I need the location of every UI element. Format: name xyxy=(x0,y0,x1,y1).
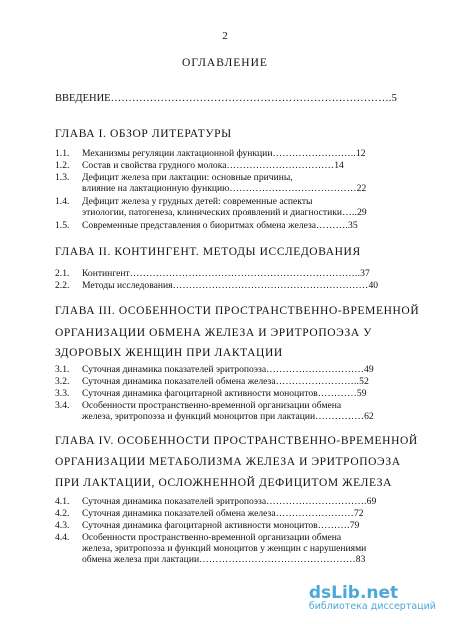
entry-text-cont: обмена железа при лактации xyxy=(82,554,200,565)
page-ref: 62 xyxy=(364,411,374,422)
entry-text-cont: железа, эритропоэза и функций моноцитов при лактации xyxy=(82,411,316,422)
toc-entry-4-4 xyxy=(55,532,366,565)
toc-entry-3-4 xyxy=(55,400,374,422)
toc-entry-4-2 xyxy=(55,508,364,519)
entry-number: 1.2. xyxy=(55,160,70,171)
dot-leader: ………………………………………… xyxy=(199,554,356,565)
chapter-3-title-line-3: ЗДОРОВЫХ ЖЕНЩИН ПРИ ЛАКТАЦИИ xyxy=(55,347,283,359)
toc-entry-1-5 xyxy=(55,220,358,231)
chapter-1-title: ГЛАВА I. ОБЗОР ЛИТЕРАТУРЫ xyxy=(55,128,232,140)
chapter-2-title: ГЛАВА II. КОНТИНГЕНТ. МЕТОДЫ ИССЛЕДОВАНИЯ xyxy=(55,246,361,258)
page-ref: 83 xyxy=(355,554,366,565)
page-ref: 29 xyxy=(357,207,367,218)
dot-leader: …………………….. xyxy=(272,148,356,159)
entry-text-cont: этиологии, патогенеза, клинических проявлений и диагностики xyxy=(82,207,343,218)
dot-leader: …………………… xyxy=(275,508,354,519)
page-ref: 12 xyxy=(356,148,366,159)
toc-entry-3-1 xyxy=(55,364,374,375)
toc-entry-1-1 xyxy=(55,148,366,159)
page-ref: 69 xyxy=(366,496,377,507)
dot-leader: ………………………… xyxy=(266,364,365,375)
entry-number: 3.3. xyxy=(55,388,70,399)
entry-number: 3.2. xyxy=(55,376,70,387)
page-ref: 79 xyxy=(349,520,360,531)
toc-entry-1-2 xyxy=(55,160,344,171)
entry-number: 3.4. xyxy=(55,400,70,411)
toc-entry-intro xyxy=(55,93,397,104)
page-number: 2 xyxy=(222,30,228,42)
entry-text: Суточная динамика показателей обмена железа xyxy=(82,508,276,519)
intro-label: ВВЕДЕНИЕ xyxy=(55,93,111,104)
entry-number: 1.5. xyxy=(55,220,70,231)
chapter-4-title-line-3: ПРИ ЛАКТАЦИИ, ОСЛОЖНЕННОЙ ДЕФИЦИТОМ ЖЕЛЕЗА xyxy=(55,477,393,489)
toc-entry-2-1 xyxy=(55,268,370,279)
chapter-4-title-line-2: ОРГАНИЗАЦИИ МЕТАБОЛИЗМА ЖЕЛЕЗА И ЭРИТРОПОЭЗА xyxy=(55,456,401,468)
dot-leader: ………………………………… xyxy=(229,183,357,194)
entry-text: Методы исследования xyxy=(82,280,173,291)
dot-leader: ………. xyxy=(316,220,349,231)
entry-text-cont: влияние на лактационную функцию xyxy=(82,183,230,194)
entry-number: 1.4. xyxy=(55,196,70,207)
chapter-4-title-line-1: ГЛАВА IV. ОСОБЕННОСТИ ПРОСТРАНСТВЕННО-ВРЕМЕННОЙ xyxy=(55,435,418,447)
dot-leader: ……………………………………………………………………. xyxy=(110,93,392,104)
dot-leader: …………………………………………………… xyxy=(172,280,369,291)
entry-number: 2.2. xyxy=(55,280,70,291)
page-ref: 49 xyxy=(364,364,374,375)
entry-number: 1.3. xyxy=(55,172,70,183)
toc-entry-4-1 xyxy=(55,496,376,507)
page-ref: 72 xyxy=(353,508,364,519)
watermark-brand: dsLib.net xyxy=(308,583,399,603)
page-ref: 40 xyxy=(368,280,379,291)
page-ref: 5 xyxy=(391,93,397,104)
entry-text: Контингент xyxy=(82,268,130,279)
entry-text: Особенности пространственно-временной организации обмена xyxy=(82,400,342,411)
entry-number: 4.1. xyxy=(55,496,70,507)
page-ref: 52 xyxy=(359,376,369,387)
toc-entry-1-3 xyxy=(55,172,366,194)
dot-leader: ………. xyxy=(317,520,350,531)
toc-entry-1-4 xyxy=(55,196,367,218)
entry-text: Суточная динамика фагоцитарной активности моноцитов xyxy=(82,520,318,531)
page-ref: 35 xyxy=(348,220,358,231)
dot-leader: …………………………………………………………….. xyxy=(129,268,361,279)
page-ref: 14 xyxy=(334,160,344,171)
toc-title: ОГЛАВЛЕНИЕ xyxy=(182,57,268,69)
watermark-logo[interactable] xyxy=(309,583,436,612)
page-ref: 59 xyxy=(356,388,367,399)
entry-text-cont: железа, эритропоэза и функций моноцитов у женщин с нарушениями xyxy=(82,543,367,554)
dot-leader: …………………….. xyxy=(275,376,360,387)
entry-number: 2.1. xyxy=(55,268,70,279)
entry-number: 4.4. xyxy=(55,532,70,543)
toc-entry-3-3 xyxy=(55,388,367,399)
chapter-3-title-line-2: ОРГАНИЗАЦИИ ОБМЕНА ЖЕЛЕЗА И ЭРИТРОПОЭЗА У xyxy=(55,327,372,339)
dot-leader: …………………………. xyxy=(266,496,367,507)
dot-leader: ….. xyxy=(342,207,358,218)
toc-entry-3-2 xyxy=(55,376,369,387)
dot-leader: …………………………… xyxy=(226,160,335,171)
entry-number: 1.1. xyxy=(55,148,70,159)
entry-text: Современные представления о биоритмах обмена железа xyxy=(82,220,317,231)
entry-text: Суточная динамика фагоцитарной активности моноцитов xyxy=(82,388,318,399)
entry-text: Особенности пространственно-временной организации обмена xyxy=(82,532,342,543)
watermark-tagline: библиотека диссертаций xyxy=(308,601,436,612)
toc-entry-4-3 xyxy=(55,520,359,531)
entry-text: Суточная динамика показателей эритропоэза xyxy=(82,496,267,507)
dot-leader: ………… xyxy=(317,388,357,399)
page-ref: 22 xyxy=(356,183,367,194)
page-ref: 37 xyxy=(360,268,370,279)
entry-text: Дефицит железа у грудных детей: современные аспекты xyxy=(82,196,313,207)
dot-leader: …………… xyxy=(315,411,365,422)
entry-number: 4.3. xyxy=(55,520,70,531)
entry-text: Механизмы регуляции лактационной функции xyxy=(82,148,273,159)
entry-text: Суточная динамика показателей эритропоэза xyxy=(82,364,267,375)
chapter-3-title-line-1: ГЛАВА III. ОСОБЕННОСТИ ПРОСТРАНСТВЕННО-ВРЕМЕННОЙ xyxy=(55,305,420,317)
entry-number: 3.1. xyxy=(55,364,70,375)
entry-text: Суточная динамика показателей обмена железа xyxy=(82,376,276,387)
entry-text: Дефицит железа при лактации: основные причины, xyxy=(82,172,293,183)
entry-text: Состав и свойства грудного молока xyxy=(82,160,227,171)
entry-number: 4.2. xyxy=(55,508,70,519)
toc-entry-2-2 xyxy=(55,280,378,291)
